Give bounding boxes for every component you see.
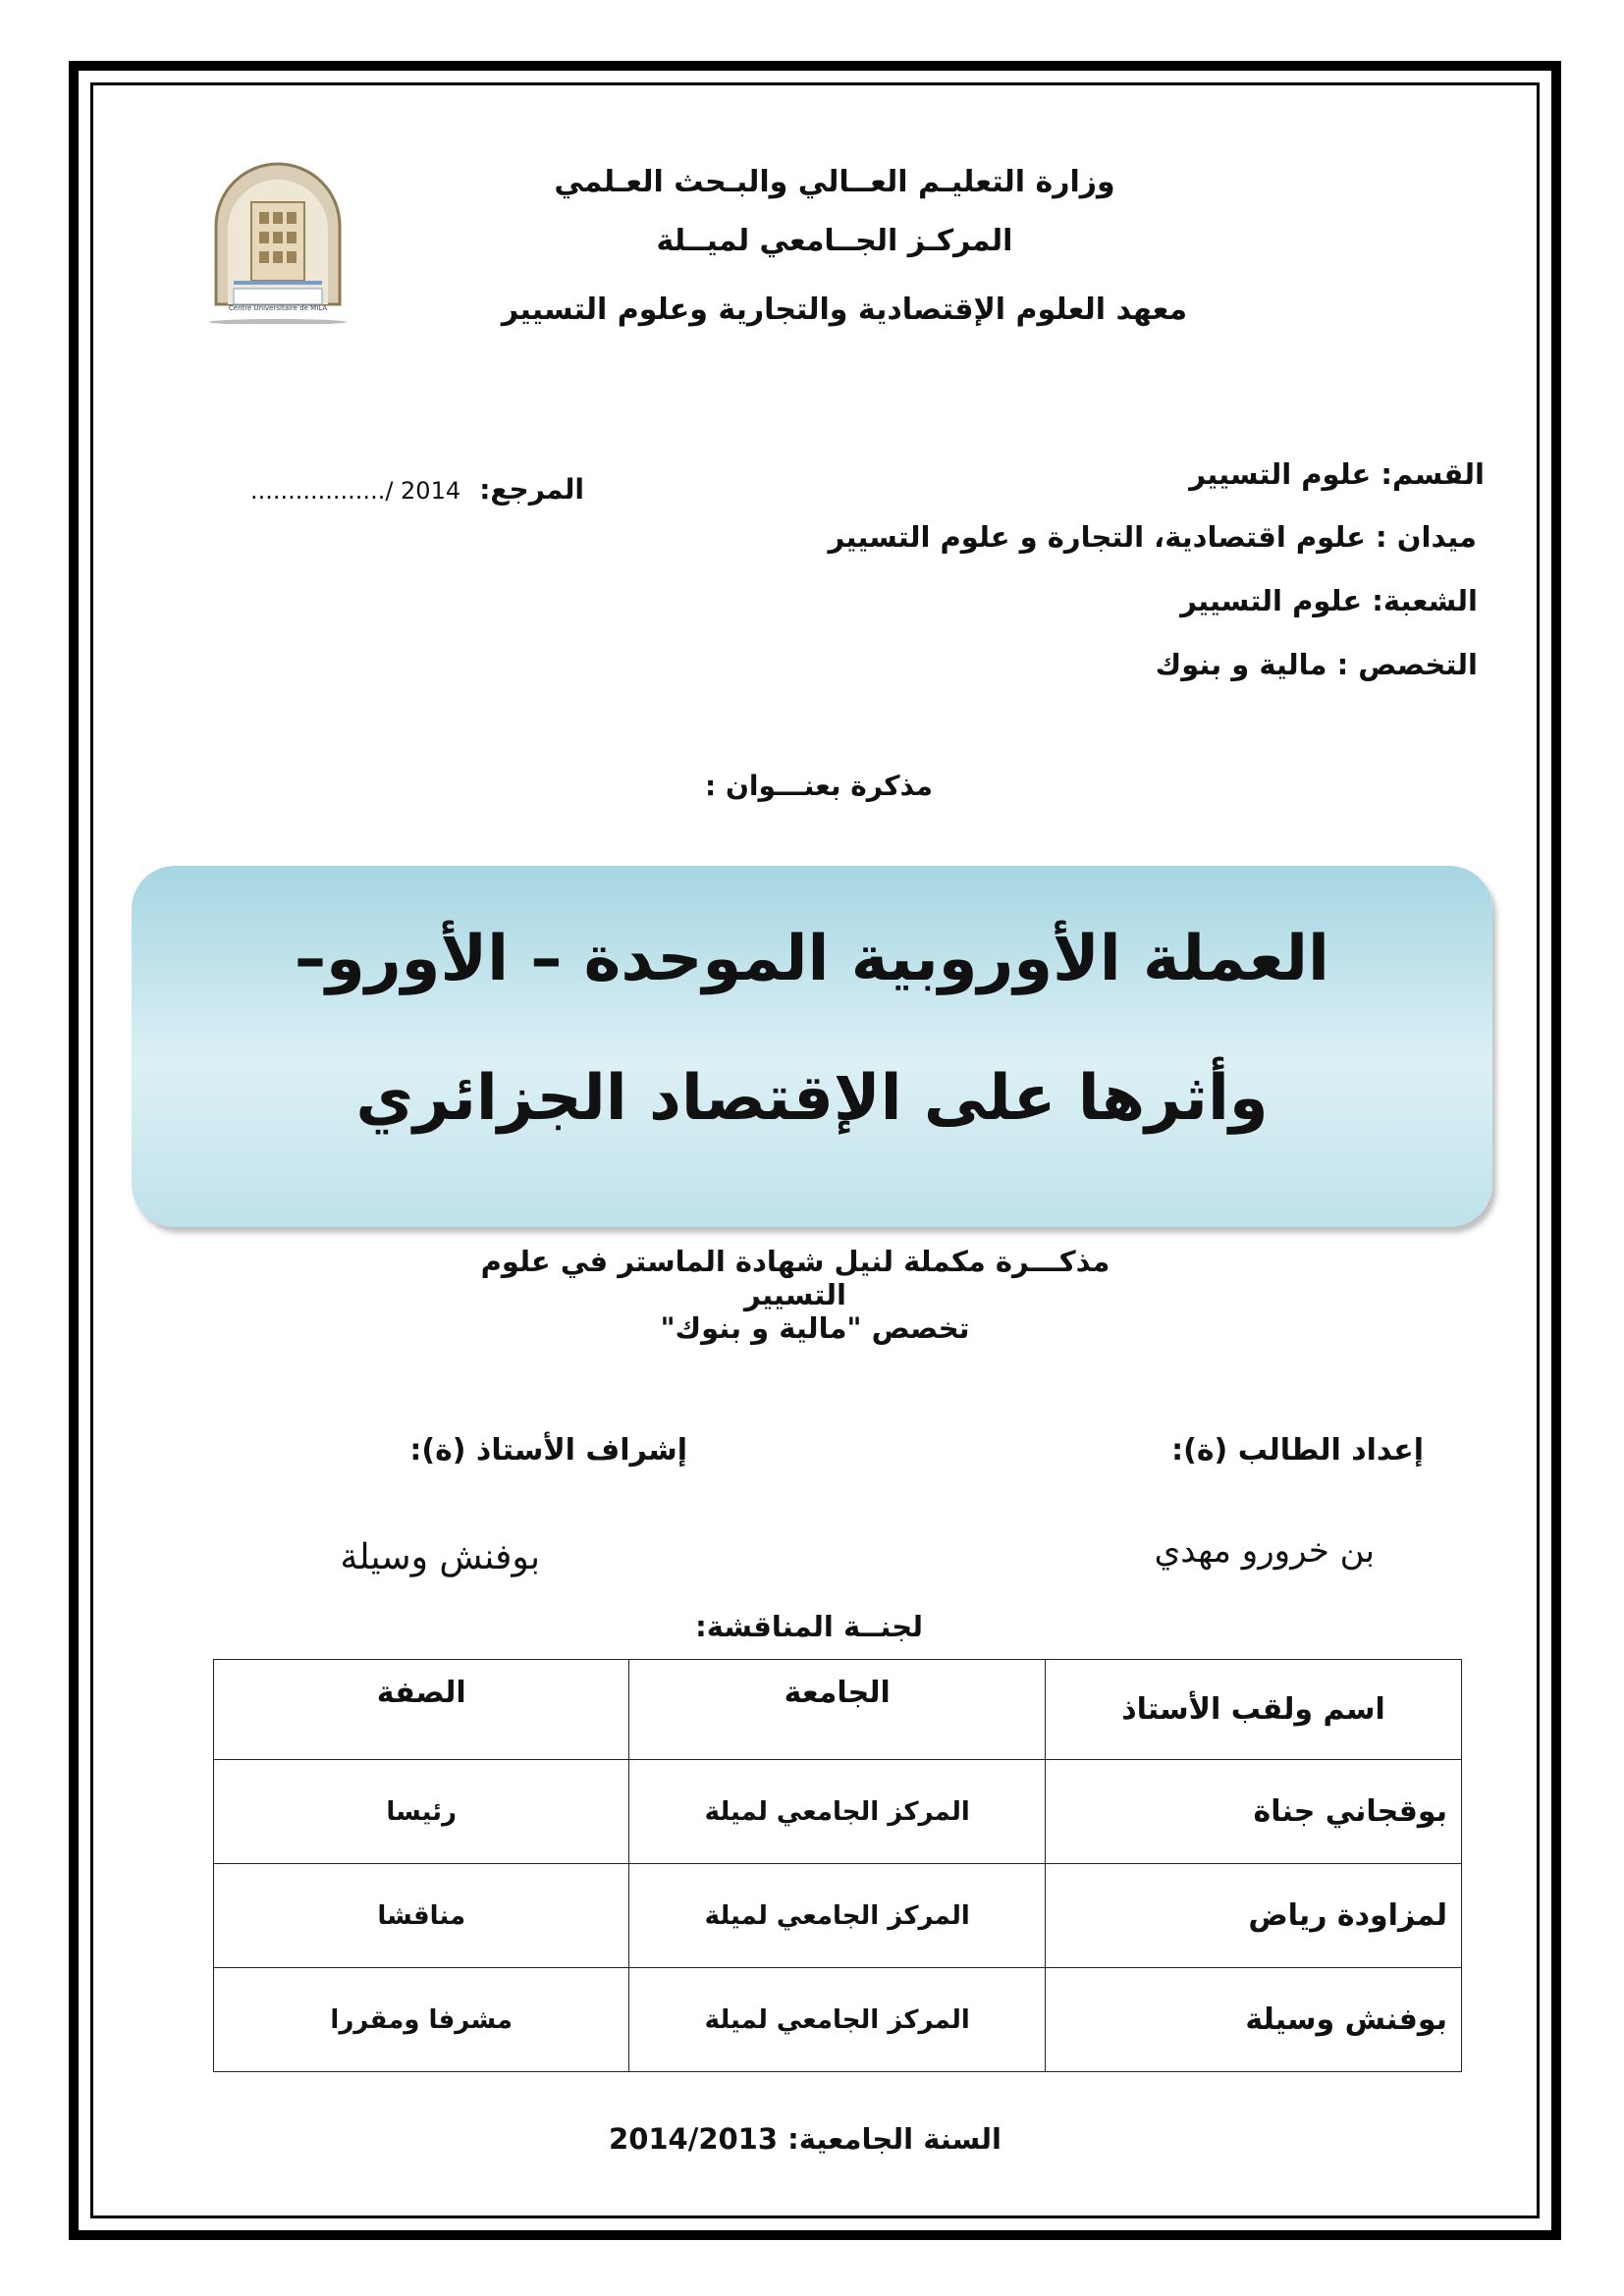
header-university: الجامعة [629,1660,1046,1760]
academic-year: السنة الجامعية: 2014/2013 [609,2122,1001,2156]
supervisor-name: بوفنش وسيلة [340,1537,540,1577]
row3-university: المركز الجامعي لميلة [629,1968,1046,2072]
header-name: اسم ولقب الأستاذ [1046,1660,1462,1760]
logo-caption: Centre Universitaire de MILA [228,304,328,312]
reference-label: المرجع: [479,473,584,506]
table-row [214,1968,1462,2072]
department-line: القسم: علوم التسيير [1189,457,1485,491]
row3-role: مشرفا ومقررا [214,1968,629,2072]
branch-line: الشعبة: علوم التسيير [1180,584,1478,617]
memo-label: مذكرة بعنـــوان : [705,770,933,802]
row1-university: المركز الجامعي لميلة [629,1760,1046,1864]
ministry-line: وزارة التعليـم العــالي والبـحث العـلمي [554,165,1115,199]
jury-table [213,1659,1462,2072]
table-row [214,1760,1462,1864]
student-label: إعداد الطالب (ة): [1171,1433,1424,1468]
university-logo [204,157,352,324]
center-line: المركـز الجــامعي لميــلة [656,224,1013,258]
supervisor-label: إشراف الأستاذ (ة): [409,1433,687,1468]
memo-specialty: تخصص "مالية و بنوك" [660,1311,970,1345]
title-box [132,866,1492,1227]
row1-role: رئيسا [214,1760,629,1864]
row2-university: المركز الجامعي لميلة [629,1864,1046,1968]
memo-title-line1: العملة الأوروبية الموحدة – الأورو– [295,923,1329,995]
student-name: بن خرورو مهدي [1154,1531,1375,1571]
specialty-line: التخصص : مالية و بنوك [1155,648,1478,681]
reference-value: ................../ 2014 [250,477,461,505]
memo-subtitle: مذكـــرة مكملة لنيل شهادة الماستر في علوم التسيير [480,1245,1110,1311]
memo-title-line2: وأثرها على الإقتصاد الجزائري [355,1062,1269,1135]
table-row [214,1864,1462,1968]
row2-role: مناقشا [214,1864,629,1968]
row2-name: لمزاودة رياض [1046,1864,1462,1968]
row3-name: بوفنش وسيلة [1046,1968,1462,2072]
jury-label: لجنــة المناقشة: [695,1610,923,1643]
field-line: ميدان : علوم اقتصادية، التجارة و علوم التسيير [828,520,1477,554]
jury-header-row [214,1660,1462,1760]
header-role: الصفة [214,1660,629,1760]
building-icon [204,157,352,324]
row1-name: بوقجاني جناة [1046,1760,1462,1864]
institute-line: معهد العلوم الإقتصادية والتجارية وعلوم التسيير [501,293,1188,327]
